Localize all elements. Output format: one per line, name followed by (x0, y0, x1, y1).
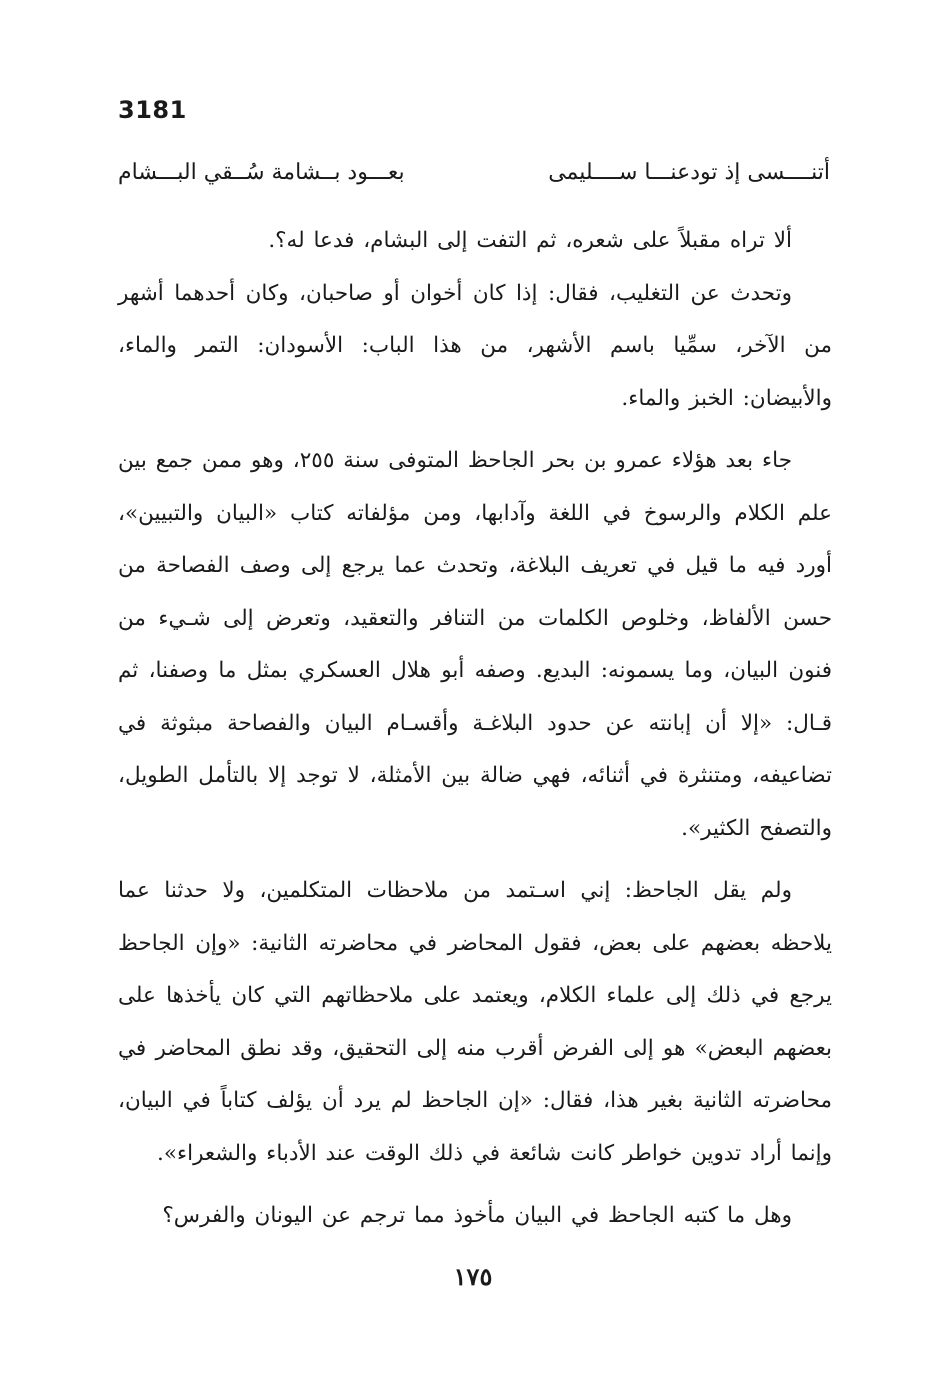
poem-verse (118, 160, 830, 210)
verse-left-hemistich: بعـــود بــشامة سُــقي البـــشام (118, 160, 405, 185)
page-number: ١٧٥ (453, 1262, 493, 1291)
body-text (118, 215, 832, 1243)
page-id-label: 3181 (118, 96, 187, 124)
paragraph-4: ولم يقل الجاحظ: إني اسـتمد من ملاحظات المتكلمين، ولا حدثنا عما يلاحظه بعضهم على بعض، فقول المحاضر في محاضرته الثانية: «وإن الجاحظ يرجع في ذلك إلى علماء الكلام، ويعتمد على ملاحظاتهم التي كان يأخذها على بعضهم البعض» هو إلى الفرض أقرب منه إلى التحقيق، وقد نطق المحاضر في محاضرته الثانية بغير هذا، فقال: «إن الجاحظ لم يرد أن يؤلف كتاباً في البيان، وإنما أراد تدوين خواطر كانت شائعة في ذلك الوقت عند الأدباء والشعراء». (118, 878, 832, 1166)
paragraph-3: جاء بعد هؤلاء عمرو بن بحر الجاحظ المتوفى سنة ٢٥٥، وهو ممن جمع بين علم الكلام والرسوخ في اللغة وآدابها، ومن مؤلفاته كتاب «البيان والتبيين»، أورد فيه ما قيل في تعريف البلاغة، وتحدث عما يرجع إلى وصف الفصاحة من حسن الألفاظ، وخلوص الكلمات من التنافر والتعقيد، وتعرض إلى شـيء من فنون البيان، وما يسمونه: البديع. وصفه أبو هلال العسكري بمثل ما وصفنا، ثم قـال: «إلا أن إبانته عن حدود البلاغـة وأقسـام البيان والفصاحة مبثوثة في تضاعيفه، ومتنثرة في أثنائه، فهي ضالة بين الأمثلة، لا توجد إلا بالتأمل الطويل، والتصفح الكثير». (118, 448, 832, 841)
paragraph-1: ألا تراه مقبلاً على شعره، ثم التفت إلى البشام، فدعا له؟. (268, 228, 792, 253)
paragraph-5: وهل ما كتبه الجاحظ في البيان مأخوذ مما ترجم عن اليونان والفرس؟ (162, 1203, 792, 1228)
verse-right-hemistich: أتنــــسى إذ تودعنـــا ســــليمى (548, 160, 830, 185)
paragraph-2: وتحدث عن التغليب، فقال: إذا كان أخوان أو صاحبان، وكان أحدهما أشهر من الآخر، سمِّيا باسم الأشهر، من هذا الباب: الأسودان: التمر والماء، والأبيضان: الخبز والماء. (118, 280, 832, 411)
